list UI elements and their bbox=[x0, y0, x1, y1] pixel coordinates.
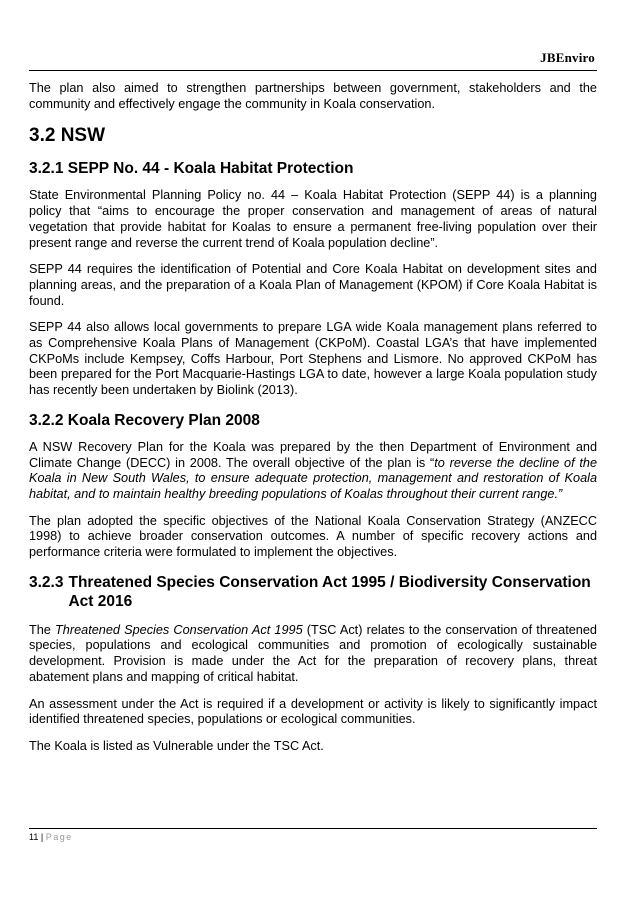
recovery-plan-paragraph-1 bbox=[29, 440, 597, 503]
section-heading-nsw: 3.2 NSW bbox=[29, 125, 106, 147]
page-number: 11 bbox=[29, 832, 39, 842]
tsc-text-start: The bbox=[29, 622, 56, 637]
tsc-act-paragraph-2: An assessment under the Act is required if a development or activity is likely to significantly impact identified threatened species, populations or ecological communities. bbox=[29, 696, 597, 727]
subsection-heading-tsc-act bbox=[29, 573, 597, 611]
subsection-title: Threatened Species Conservation Act 1995 / Biodiversity Conservation Act 2016 bbox=[68, 573, 591, 610]
page-label: Page bbox=[45, 832, 73, 842]
sepp44-paragraph-2: SEPP 44 requires the identification of Potential and Core Koala Habitat on development sites and planning areas, and the preparation of a Koala Plan of Management (KPOM) if Core Koala Habitat is found. bbox=[29, 262, 597, 308]
sepp44-paragraph-1: State Environmental Planning Policy no. 44 – Koala Habitat Protection (SEPP 44) is a planning policy that “aims to encourage the proper conservation and management of areas of natural vegetation that provide habitat for Koalas to ensure a permanent free-living population over their present range and reverse the current trend of Koala population decline”. bbox=[29, 188, 597, 250]
page-footer bbox=[29, 832, 73, 842]
footer-separator: | bbox=[38, 832, 46, 842]
tsc-act-name: Threatened Species Conservation Act 1995 bbox=[55, 622, 303, 637]
header-rule bbox=[29, 70, 597, 71]
recovery-plan-paragraph-2: The plan adopted the specific objectives of the National Koala Conservation Strategy (ANZECC 1998) to achieve broader conservation outcomes. A number of specific recovery actions and performance criteria were formulated to implement the objectives. bbox=[29, 513, 597, 560]
recovery-plan-objective-quote: to reverse the decline of the Koala in New South Wales, to ensure adequate protection, management and restoration of Koala habitat, and to maintain healthy breeding populations of Koalas throughout their current range.” bbox=[29, 455, 598, 501]
document-body bbox=[29, 81, 597, 766]
tsc-text-rest: (TSC Act) relates to the conservation of threatened species, populations and ecological communities and promotion of ecologically sustainable development. Provision is made under the Act for the preparation of recovery plans, threat abatement plans and mapping of critical habitat. bbox=[29, 622, 597, 684]
sepp44-paragraph-3: SEPP 44 also allows local governments to prepare LGA wide Koala management plans referred to as Comprehensive Koala Plans of Management (CKPoM). Coastal LGA’s that have implemented CKPoMs include Kempsey, Coffs Harbour, Port Stephens and Lismore. No approved CKPoM has been prepared for the Port Macquarie-Hastings LGA to date, however a large Koala population study has recently been undertaken by Biolink (2013). bbox=[29, 320, 597, 398]
subsection-heading-sepp44: 3.2.1 SEPP No. 44 - Koala Habitat Protection bbox=[29, 160, 354, 178]
recovery-plan-lead-text: A NSW Recovery Plan for the Koala was prepared by the then Department of Environment and Climate Change (DECC) in 2008. The overall objective of the plan is “ bbox=[29, 439, 597, 470]
tsc-act-paragraph-1 bbox=[29, 623, 597, 686]
subsection-heading-recovery-plan: 3.2.2 Koala Recovery Plan 2008 bbox=[29, 411, 260, 429]
subsection-number: 3.2.3 bbox=[29, 573, 64, 591]
footer-rule bbox=[29, 828, 597, 829]
tsc-act-paragraph-3: The Koala is listed as Vulnerable under the TSC Act. bbox=[29, 738, 324, 753]
brand-logo-text: JBEnviro bbox=[540, 50, 595, 65]
intro-paragraph: The plan also aimed to strengthen partnerships between government, stakeholders and the community and effectively engage the community in Koala conservation. bbox=[29, 81, 597, 111]
